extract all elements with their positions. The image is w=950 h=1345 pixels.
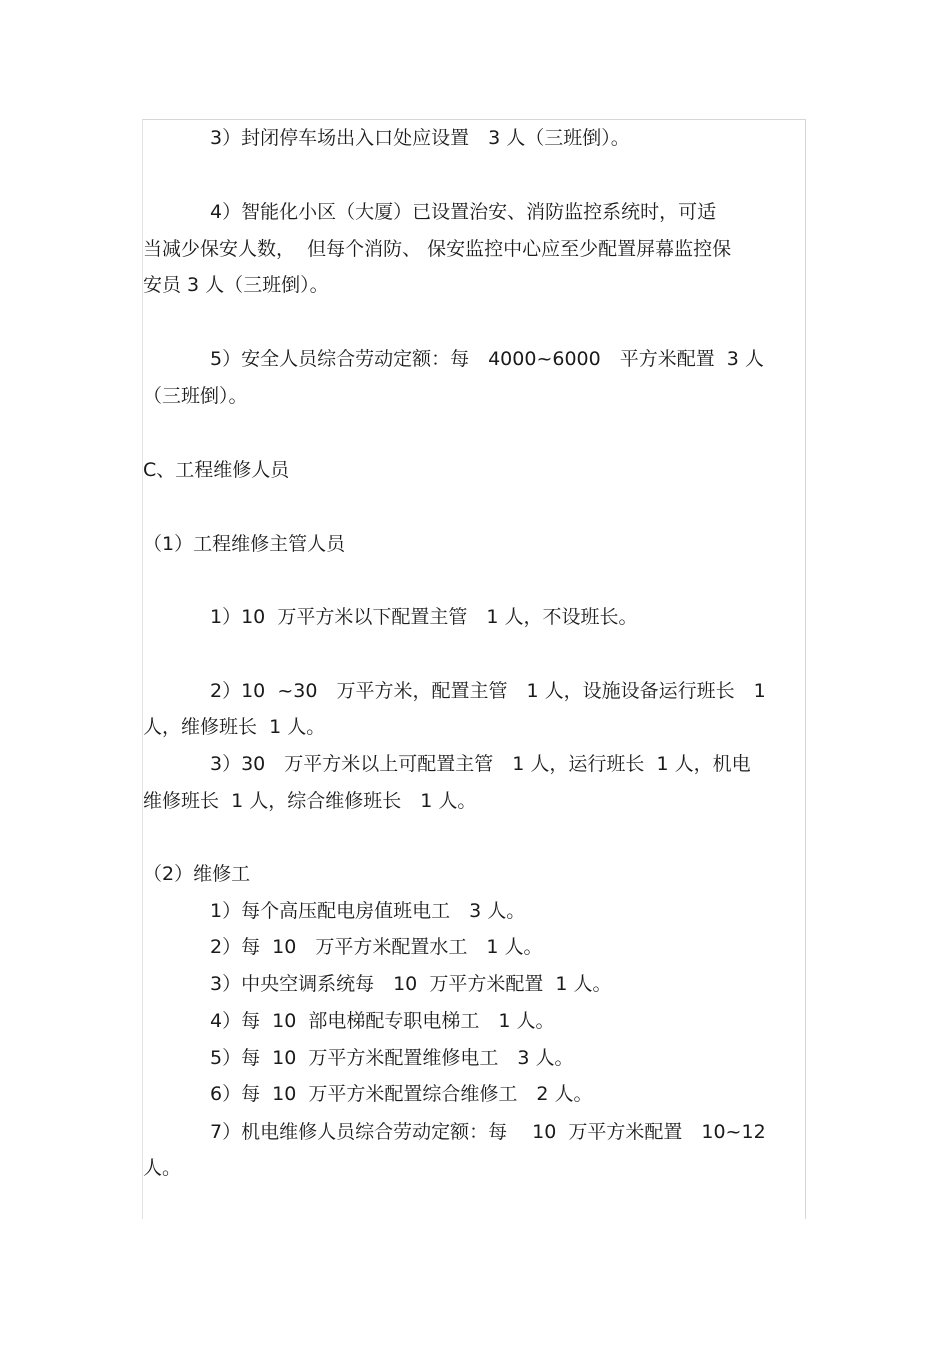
section-heading: C、工程维修人员 — [143, 459, 290, 481]
subsection-heading: （1）工程维修主管人员 — [143, 533, 346, 555]
paragraph-line: 人。 — [143, 1157, 182, 1179]
paragraph-line: 1）每个高压配电房值班电工 3 人。 — [210, 900, 526, 922]
paragraph-line: 维修班长 1 人，综合维修班长 1 人。 — [143, 790, 477, 812]
paragraph-line: 7）机电维修人员综合劳动定额：每 10 万平方米配置 10~12 — [210, 1121, 766, 1143]
paragraph-line: 2）每 10 万平方米配置水工 1 人。 — [210, 936, 543, 958]
paragraph-line: 1）10 万平方米以下配置主管 1 人，不设班长。 — [210, 606, 638, 628]
paragraph-line: 3）30 万平方米以上可配置主管 1 人，运行班长 1 人，机电 — [210, 753, 751, 775]
subsection-heading: （2）维修工 — [143, 863, 251, 885]
paragraph-line: 当减少保安人数， 但每个消防、 保安监控中心应至少配置屏幕监控保 — [143, 238, 732, 260]
paragraph-line: 5）每 10 万平方米配置维修电工 3 人。 — [210, 1047, 574, 1069]
paragraph-line: 2）10 ~30 万平方米，配置主管 1 人，设施设备运行班长 1 — [210, 680, 766, 702]
paragraph-line: 5）安全人员综合劳动定额：每 4000~6000 平方米配置 3 人 — [210, 348, 764, 370]
paragraph-line: 3）封闭停车场出入口处应设置 3 人（三班倒）。 — [210, 127, 630, 149]
paragraph-line: 4）智能化小区（大厦）已设置治安、消防监控系统时，可适 — [210, 201, 717, 223]
paragraph-line: 安员 3 人（三班倒）。 — [143, 274, 329, 296]
paragraph-line: （三班倒）。 — [143, 385, 248, 407]
paragraph-line: 6）每 10 万平方米配置综合维修工 2 人。 — [210, 1083, 593, 1105]
paragraph-line: 人，维修班长 1 人。 — [143, 716, 326, 738]
paragraph-line: 4）每 10 部电梯配专职电梯工 1 人。 — [210, 1010, 555, 1032]
paragraph-line: 3）中央空调系统每 10 万平方米配置 1 人。 — [210, 973, 612, 995]
